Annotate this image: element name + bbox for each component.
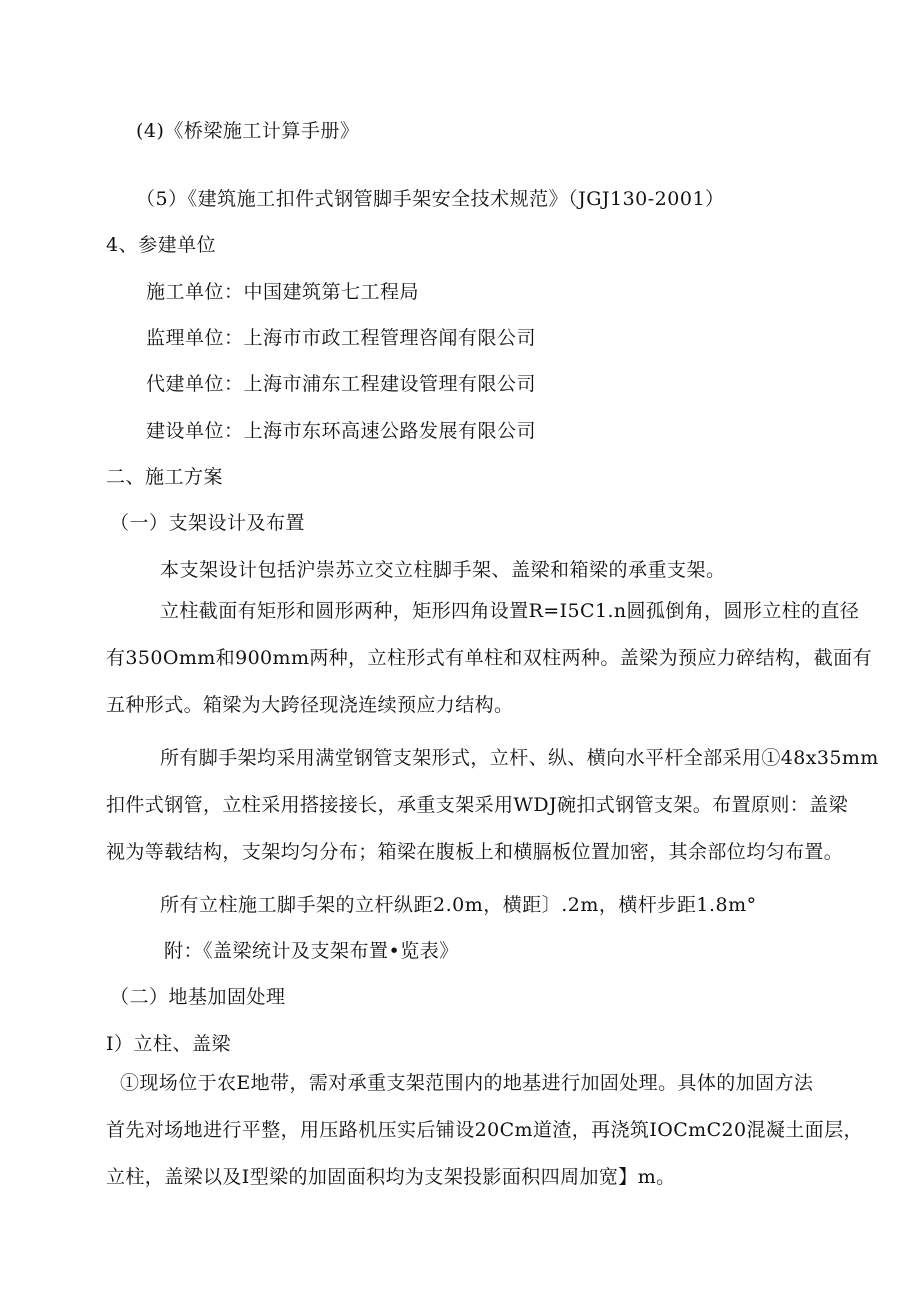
subsection-heading-support-design: （一）支架设计及布置 — [110, 512, 306, 534]
paragraph-line: 立柱截面有矩形和圆形两种，矩形四角设置R=I5C1.n圆孤倒角，圆形立柱的直径 — [160, 600, 860, 622]
paragraph-line: 扣件式钢管，立柱采用搭接接长，承重支架采用WDJ碗扣式钢管支架。布置原则：盖梁 — [106, 794, 848, 816]
paragraph-line: 首先对场地进行平整，用压路机压实后铺设20Cm道渣，再浇筑IOCmC20混凝土面层， — [106, 1119, 863, 1141]
reference-5: （5）《建筑施工扣件式钢管脚手架安全技术规范》（JGJ130-2001） — [136, 188, 725, 210]
paragraph-scaffold-spacing: 所有立柱施工脚手架的立杆纵距2.0m，横距〕.2m，横杆步距1.8m° — [160, 894, 757, 916]
construction-unit: 施工单位：中国建筑第七工程局 — [146, 281, 420, 303]
subsection-heading-foundation: （二）地基加固处理 — [110, 986, 286, 1008]
supervision-unit: 监理单位：上海市市政工程管理咨闻有限公司 — [146, 327, 537, 349]
paragraph-line: 视为等载结构，支架均匀分布；箱梁在腹板上和横膈板位置加密，其余部位均匀布置。 — [106, 841, 844, 863]
section-heading-participants: 4、参建单位 — [106, 234, 217, 256]
reference-4: (4)《桥梁施工计算手册》 — [136, 120, 360, 142]
paragraph-scaffold-form — [106, 735, 879, 876]
paragraph-line: 五种形式。箱梁为大跨径现浇连续预应力结构。 — [106, 694, 514, 716]
appendix-note: 附：《盖梁统计及支架布置•览表》 — [164, 940, 459, 962]
paragraph-line: ①现场位于农E地带，需对承重支架范围内的地基进行加固处理。具体的加固方法 — [120, 1072, 814, 1094]
paragraph-line: 有350Omm和900mm两种，立柱形式有单柱和双柱两种。盖梁为预应力碎结构，截面有 — [106, 647, 872, 669]
chapter-heading-construction-plan: 二、施工方案 — [106, 466, 224, 488]
paragraph-line: 所有脚手架均采用满堂钢管支架形式，立杆、纵、横向水平杆全部采用①48x35mm — [160, 747, 879, 769]
item-columns-cap-beams: I）立柱、盖梁 — [106, 1033, 232, 1055]
agent-construction-unit: 代建单位：上海市浦东工程建设管理有限公司 — [146, 373, 537, 395]
paragraph-support-scope: 本支架设计包括沪崇苏立交立柱脚手架、盖梁和箱梁的承重支架。 — [160, 559, 726, 581]
paragraph-foundation-treatment — [106, 1060, 866, 1201]
paragraph-column-sections — [106, 588, 872, 729]
paragraph-line: 立柱，盖梁以及I型梁的加固面积均为支架投影面积四周加宽】m。 — [106, 1166, 676, 1188]
owner-unit: 建设单位：上海市东环高速公路发展有限公司 — [146, 420, 537, 442]
